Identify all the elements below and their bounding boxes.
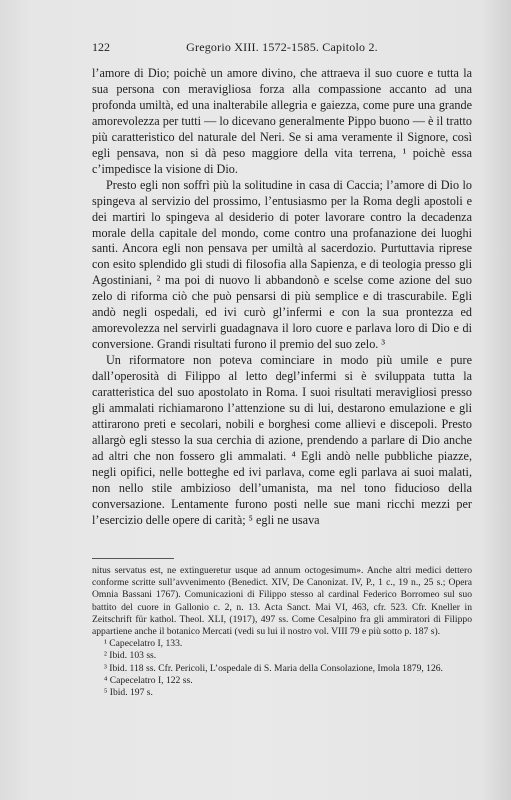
paragraph-2: Presto egli non soffrì più la solitudine in casa di Caccia; l’amore di Dio lo spingeva al servizio del prossimo, l’entusiasmo per la Roma degli apostoli e dei martiri lo spingeva al desiderio di poter lavorare contro la decadenza morale della capitale del mondo, come contro una profanazione dei luoghi santi. Ancora egli non pensava per umiltà al sacerdozio. Purtuttavia riprese con esito splendido gli studi di filosofia alla Sapienza, e di teologia presso gli Agostiniani, ² ma poi di nuovo li abbandonò e scelse come azione del suo zelo di riforma ciò che può pensarsi di più semplice e di trascurabile. Egli andò negli ospedali, ed ivi curò gl’infermi e con la sua prontezza ed amorevolezza nel servirli guadagnava il loro cuore e parlava loro di Dio e di conversione. Grandi risultati furono il premio del suo zelo. ³ bbox=[92, 177, 472, 352]
page-number: 122 bbox=[92, 40, 110, 54]
footnote-4: ⁴ Capecelatro I, 122 ss. bbox=[104, 674, 193, 686]
paragraph-3: Un riformatore non poteva cominciare in modo più umile e pure dall’operosità di Filippo al letto degl’infermi si è sviluppata tutta la caratteristica del suo apostolato in Roma. I suoi risultati meravigliosi presso gli ammalati richiamarono l’attenzione su di lui, destarono emulazione e gli attirarono preti e secolari, nobili e borghesi come allievi e discepoli. Presto allargò egli stesso la sua cerchia di azione, prendendo a parlare di Dio anche ad altri che non fossero gli ammalati. ⁴ Egli andò nelle pubbliche piazze, negli opifici, nelle botteghe ed ivi parlava, come egli parlava ai suoi malati, non nello stile ambizioso dell’umanista, ma nel tono fiducioso della conversazione. Lentamente furono posti nelle sue mani ricchi mezzi per l’esercizio delle opere di carità; ⁵ egli ne usava bbox=[92, 353, 472, 527]
footnote-5: ⁵ Ibid. 197 s. bbox=[104, 687, 153, 699]
footnotes bbox=[92, 565, 472, 699]
body-text bbox=[92, 66, 472, 529]
footnote-1: ¹ Capecelatro I, 133. bbox=[104, 638, 183, 650]
footnote-rule bbox=[92, 558, 174, 559]
footnote-3: ³ Ibid. 118 ss. Cfr. Pericoli, L’ospedale di S. Maria della Consolazione, Imola 1879, 126. bbox=[104, 662, 443, 674]
page-header bbox=[92, 40, 472, 56]
paragraph-1: l’amore di Dio; poichè un amore divino, che attraeva il suo cuore e tutta la sua persona con meravigliosa forza alla compassione accanto ad una profonda umiltà, ed una inalterabile allegria e gaiezza, come pure una grande amorevolezza per tutti — lo dicevano generalmente Pippo buono — è il tratto più caratteristico del naturale del Neri. Se si ama veramente il Signore, così egli pensava, non si dà peso maggiore della vita terrena, ¹ poichè essa c’impedisce la visione di Dio. bbox=[92, 66, 472, 176]
footnote-continuation: nitus servatus est, ne extingueretur usque ad annum octogesimum». Anche altri medici dettero conforme scritte sull’avvenimento (Benedict. XIV, De Canonizat. IV, P., 1 c., 19 n., 25 s.; Opera Omnia Bassani 1767). Comunicazioni di Filippo stesso al cardinal Federico Borromeo sul suo battito del cuore in Gallonio c. 2, n. 13. Acta Sanct. Mai VI, 463, cfr. 523. Cfr. Kneller in Zeitschrift für kathol. Theol. XLI, (1917), 497 ss. Come Cesalpino fra gli ammiratori di Filippo appartiene anche il botanico Mercati (vedi su lui il nostro vol. VIII 79 e più sotto p. 187 s). bbox=[92, 565, 472, 638]
footnote-2: ² Ibid. 103 ss. bbox=[104, 650, 157, 662]
running-head: Gregorio XIII. 1572-1585. Capitolo 2. bbox=[186, 40, 378, 54]
